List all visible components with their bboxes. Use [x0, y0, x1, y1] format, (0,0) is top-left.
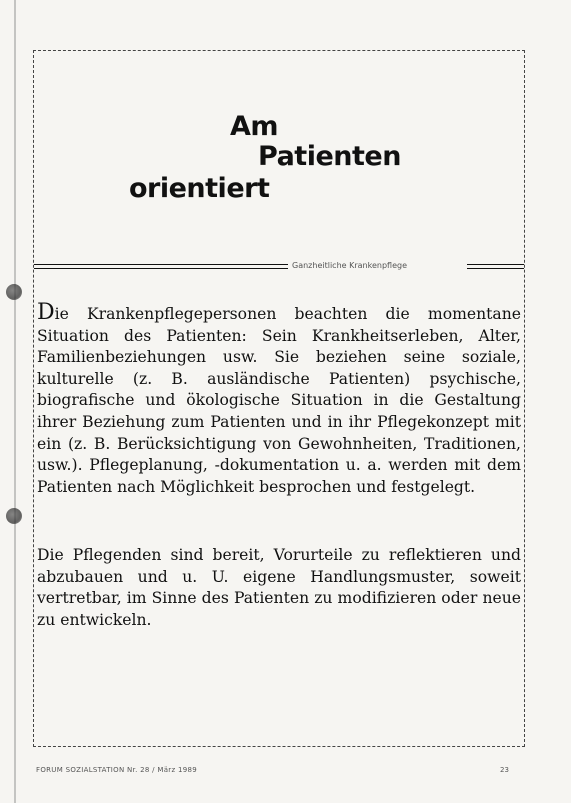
rule-right: [467, 264, 524, 269]
title-line-1: Am: [230, 111, 279, 142]
footer-page-number: 23: [500, 766, 509, 774]
section-caption: Ganzheitliche Krankenpflege: [292, 261, 407, 270]
title-line-2: Patienten: [258, 141, 401, 172]
punch-hole-bottom: [6, 508, 22, 524]
section-rule: [34, 261, 524, 271]
punch-hole-top: [6, 284, 22, 300]
paragraph-2: Die Pflegenden sind bereit, Vorurteile zu reflektieren und abzubauen und u. U. eigene Handlungsmuster, soweit vertretbar, im Sinne des Patienten zu modifizieren oder neue zu entwickeln.: [37, 546, 521, 629]
paragraph-1: [37, 302, 521, 498]
dropcap: D: [37, 300, 55, 325]
title-line-3: orientiert: [129, 173, 270, 204]
rule-left: [34, 264, 288, 269]
footer-publication: FORUM SOZIALSTATION Nr. 28 / März 1989: [36, 766, 197, 774]
paragraph-1-text: ie Krankenpflegepersonen beachten die momentane Situation des Patienten: Sein Krankheitserleben, Alter, Familienbeziehungen usw. Sie beziehen seine soziale, kulturelle (z. B. ausländische Patienten) psychische, biografische und ökologische Situation in die Gestaltung ihrer Beziehung zum Patienten und in ihr Pflegekonzept mit ein (z. B. Berücksichtigung von Gewohnheiten, Traditionen, usw.). Pflegeplanung, -dokumentation u. a. werden mit dem Patienten nach Möglichkeit besprochen und festgelegt.: [37, 305, 521, 496]
scan-edge: [14, 0, 16, 803]
